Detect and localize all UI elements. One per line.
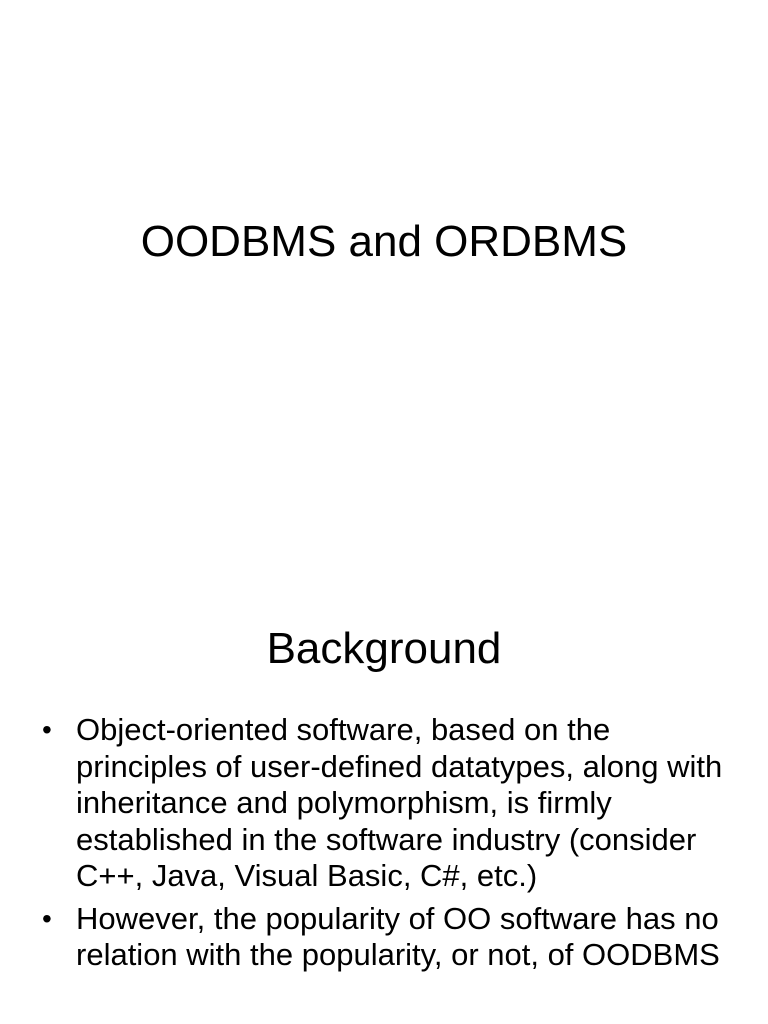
section-heading: Background (266, 624, 502, 673)
bullet-marker: • (42, 714, 52, 745)
bullet-marker: • (42, 902, 52, 934)
bullet-item (40, 901, 730, 974)
bullet-item (40, 712, 730, 895)
bullet-text: However, the popularity of OO software has no relation with the popularity, or not, of OODBMS (76, 900, 720, 972)
slide-title: OODBMS and ORDBMS (140, 217, 628, 266)
bullet-text: Object-oriented software, based on the principles of user-defined datatypes, along with inheritance and polymorphism, is firmly established in the software industry (consider C++, Java, Visual Basic, C#, etc.) (76, 712, 723, 893)
bullet-list (40, 712, 730, 980)
